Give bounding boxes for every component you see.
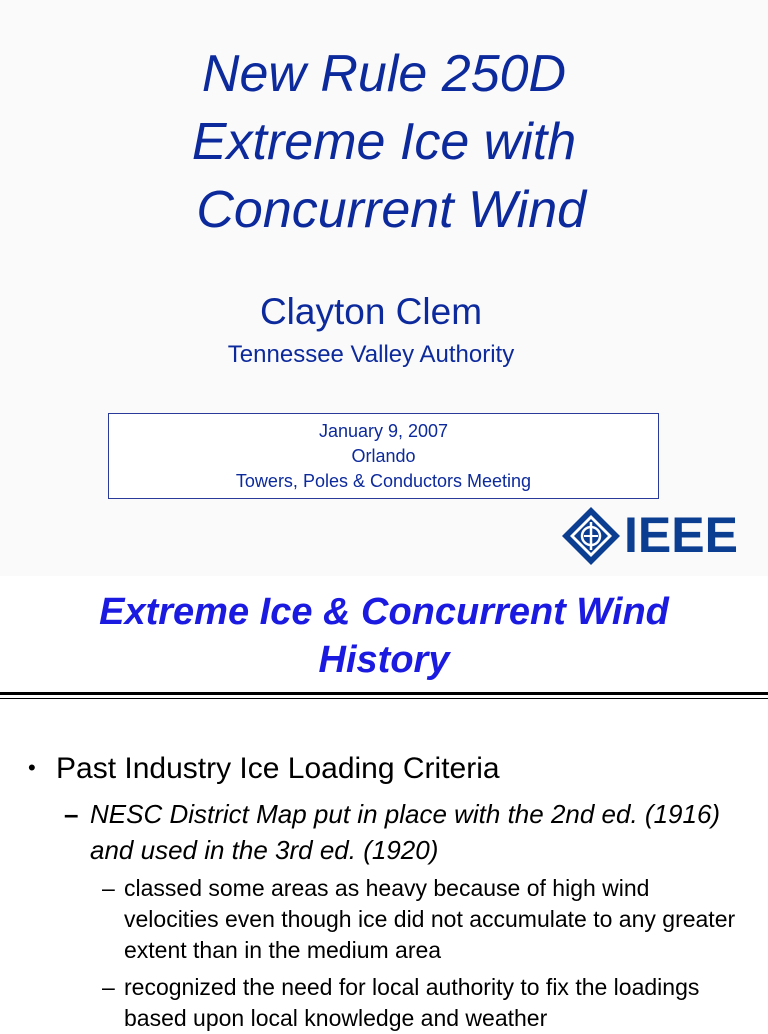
history-title-line-2: History bbox=[318, 639, 450, 681]
bullet-level-3-text: recognized the need for local authority to fix the loadings based upon local knowledge and weather bbox=[124, 974, 700, 1031]
meeting-info-box bbox=[108, 413, 659, 499]
presenter-organization: Tennessee Valley Authority bbox=[227, 341, 515, 368]
history-slide-title bbox=[0, 588, 768, 684]
meeting-name: Towers, Poles & Conductors Meeting bbox=[235, 471, 532, 491]
bullet-level-3 bbox=[102, 972, 742, 1034]
bullet-level-2-text: NESC District Map put in place with the 2nd ed. (1916) and used in the 3rd ed. (1920) bbox=[90, 799, 721, 865]
ieee-wordmark: IEEE bbox=[624, 507, 738, 563]
title-divider-thin bbox=[0, 698, 768, 699]
bullet-dot-icon: • bbox=[28, 755, 36, 780]
bullet-level-1 bbox=[28, 750, 500, 787]
ieee-logo bbox=[560, 505, 750, 567]
bullet-dash-icon: – bbox=[102, 974, 115, 1000]
title-line-3: Concurrent Wind bbox=[181, 181, 587, 239]
bullet-level-3 bbox=[102, 873, 742, 966]
ieee-diamond-icon bbox=[560, 505, 622, 567]
bullet-level-2 bbox=[64, 796, 754, 868]
slide-history bbox=[0, 576, 768, 1031]
title-line-1: New Rule 250D bbox=[201, 45, 567, 103]
title-divider-thick bbox=[0, 692, 768, 695]
bullet-level-3-text: classed some areas as heavy because of high wind velocities even though ice did not accumulate to any greater extent than in the medium area bbox=[124, 875, 736, 963]
title-line-2: Extreme Ice with bbox=[191, 113, 577, 171]
meeting-date: January 9, 2007 bbox=[318, 421, 449, 441]
bullet-dash-icon: – bbox=[64, 799, 79, 829]
presenter-name: Clayton Clem bbox=[259, 291, 483, 332]
slide-title-heading bbox=[0, 40, 768, 244]
meeting-location: Orlando bbox=[351, 446, 416, 466]
history-title-line-1: Extreme Ice & Concurrent Wind bbox=[99, 591, 669, 633]
bullet-level-1-text: Past Industry Ice Loading Criteria bbox=[56, 752, 500, 785]
bullet-dash-icon: – bbox=[102, 875, 115, 901]
